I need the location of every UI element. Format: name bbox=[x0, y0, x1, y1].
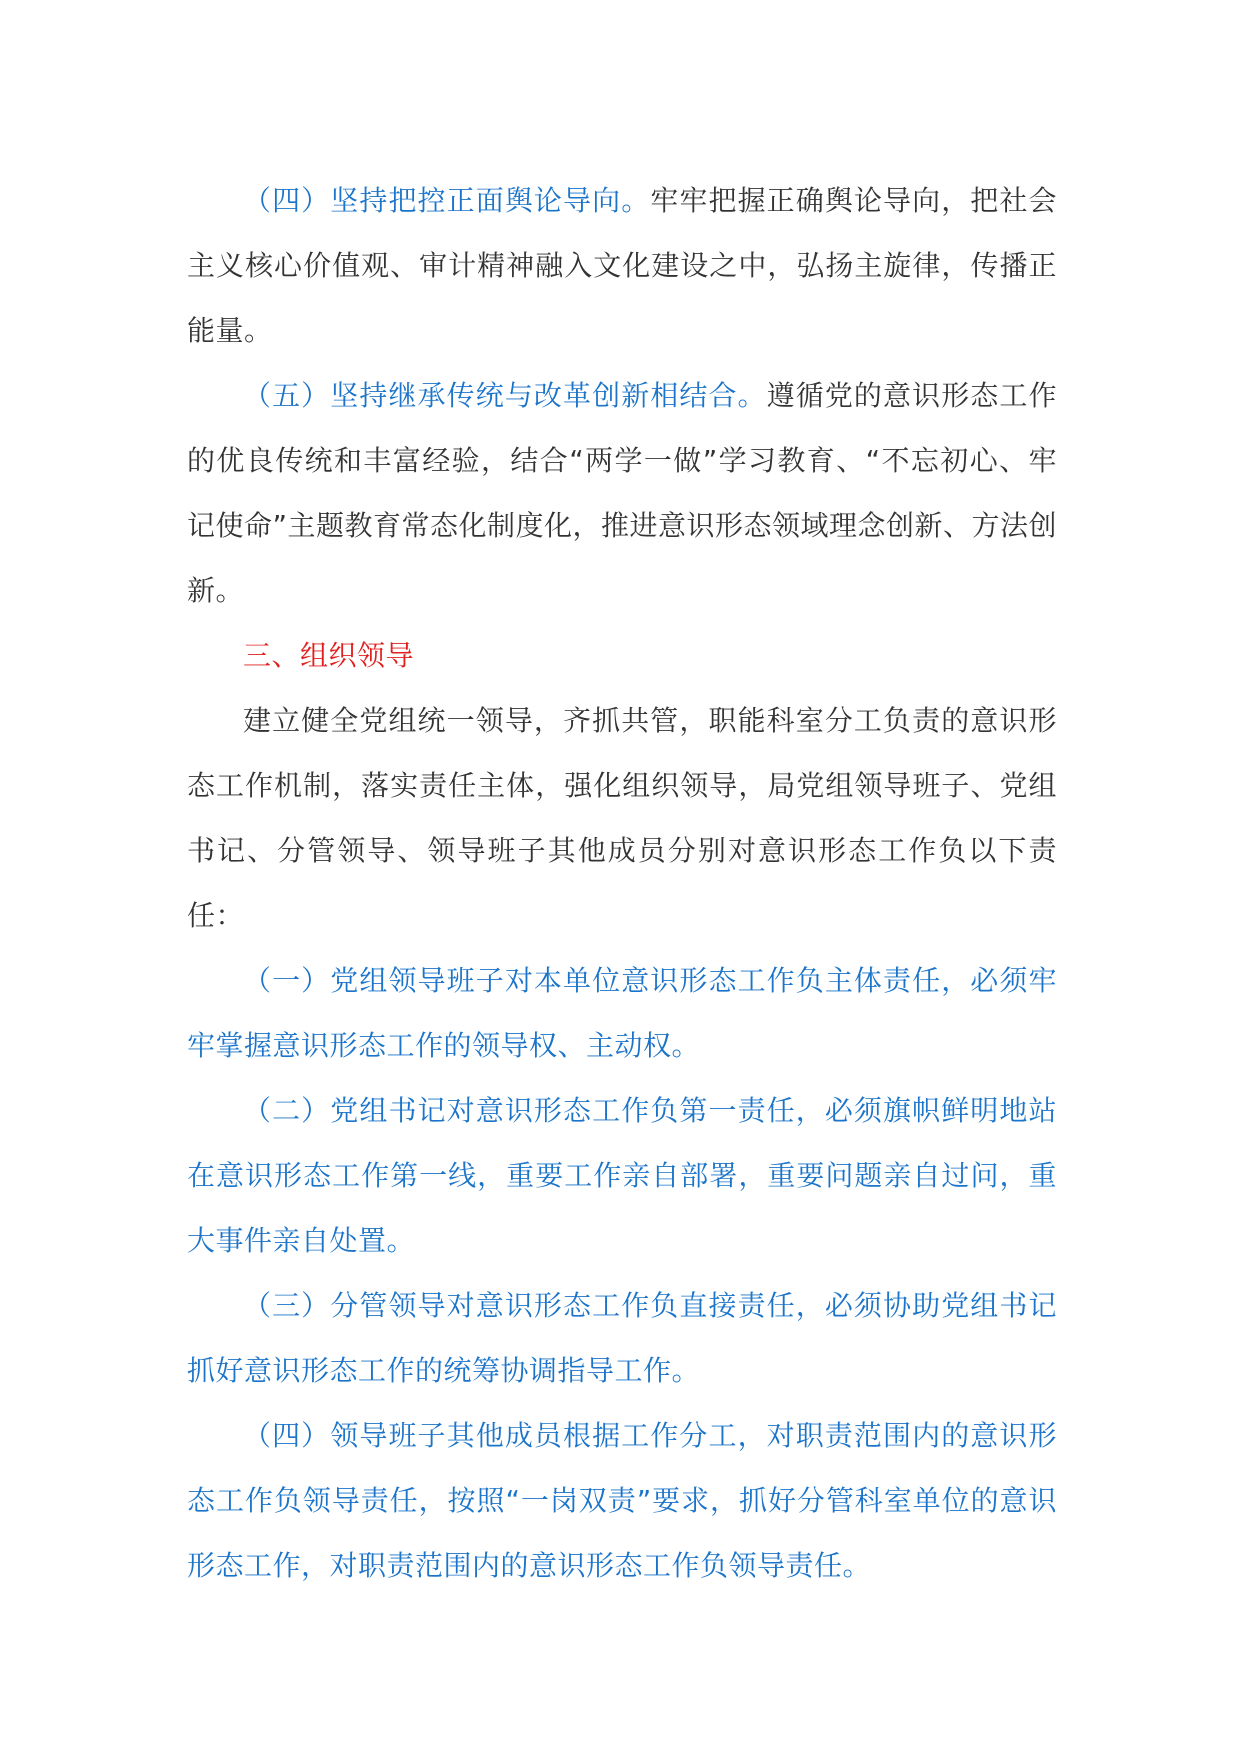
paragraph-responsibility-3 bbox=[187, 1273, 1057, 1403]
paragraph-responsibility-2 bbox=[187, 1078, 1057, 1273]
body-responsibility-1: （一）党组领导班子对本单位意识形态工作负主体责任，必须牢牢掌握意识形态工作的领导权、主动权。 bbox=[187, 964, 1057, 1062]
paragraph-responsibility-1 bbox=[187, 948, 1057, 1078]
document-body bbox=[187, 168, 1057, 1598]
body-organization-intro: 建立健全党组统一领导，齐抓共管，职能科室分工负责的意识形态工作机制，落实责任主体，强化组织领导，局党组领导班子、党组书记、分管领导、领导班子其他成员分别对意识形态工作负以下责任： bbox=[187, 704, 1057, 932]
body-responsibility-3: （三）分管领导对意识形态工作负直接责任，必须协助党组书记抓好意识形态工作的统筹协调指导工作。 bbox=[187, 1289, 1057, 1387]
paragraph-responsibility-4 bbox=[187, 1403, 1057, 1598]
body-responsibility-4: （四）领导班子其他成员根据工作分工，对职责范围内的意识形态工作负领导责任，按照“一岗双责”要求，抓好分管科室单位的意识形态工作，对职责范围内的意识形态工作负领导责任。 bbox=[187, 1419, 1057, 1582]
paragraph-organization-intro bbox=[187, 688, 1057, 948]
heading-section-4: （四）坚持把控正面舆论导向。 bbox=[243, 184, 651, 217]
paragraph-section-5 bbox=[187, 363, 1057, 623]
paragraph-section-4 bbox=[187, 168, 1057, 363]
body-section-5: 遵循党的意识形态工作的优良传统和丰富经验，结合“两学一做”学习教育、“不忘初心、牢记使命”主题教育常态化制度化，推进意识形态领域理念创新、方法创新。 bbox=[187, 379, 1058, 607]
body-section-4: 牢牢把握正确舆论导向，把社会主义核心价值观、审计精神融入文化建设之中，弘扬主旋律，传播正能量。 bbox=[187, 184, 1057, 347]
heading-organization-leadership: 三、组织领导 bbox=[243, 639, 415, 672]
heading-section-5: （五）坚持继承传统与改革创新相结合。 bbox=[243, 379, 767, 412]
body-responsibility-2: （二）党组书记对意识形态工作负第一责任，必须旗帜鲜明地站在意识形态工作第一线，重要工作亲自部署，重要问题亲自过问，重大事件亲自处置。 bbox=[187, 1094, 1057, 1257]
section-heading-organization bbox=[187, 623, 1057, 688]
